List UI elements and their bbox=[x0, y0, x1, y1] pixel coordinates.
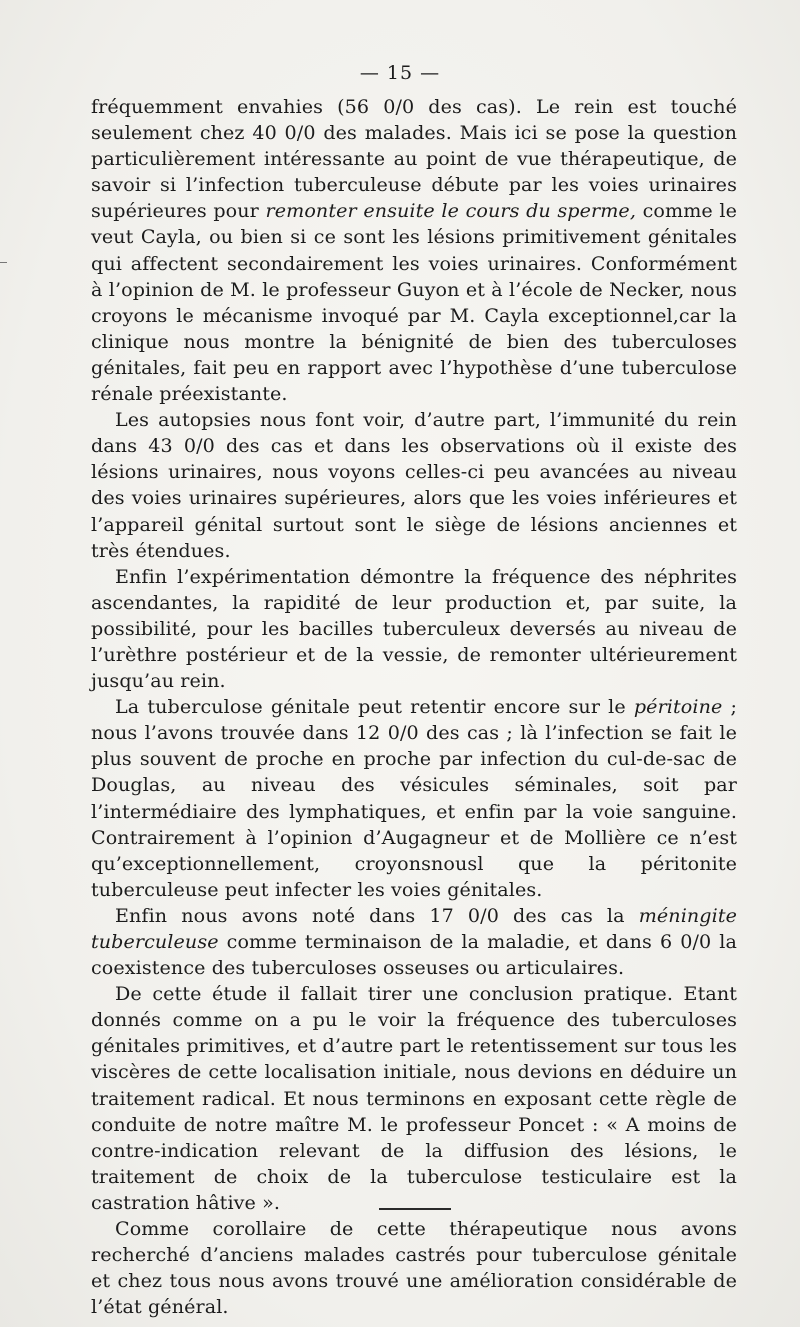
italic-text: remonter ensuite le cours du sperme, bbox=[265, 199, 637, 223]
text-segment: La tuberculose génitale peut retentir encore sur le bbox=[115, 695, 634, 719]
paragraph bbox=[91, 1216, 737, 1320]
text-segment: De cette étude il fallait tirer une conclusion pratique. Etant donnés comme on a pu le voir la fréquence des tuberculoses génitales primitives, et d’autre part le retentissement sur tous les viscères de cette localisation initiale, nous devions en déduire un traitement radical. Et nous terminons en exposant cette règle de conduite de notre maître M. le professeur Poncet : « A moins de contre-indication relevant de la diffusion des lésions, le traitement de choix de la tuberculose testiculaire est la castration hâtive ». bbox=[91, 982, 737, 1214]
paragraph bbox=[91, 564, 737, 694]
body-text bbox=[91, 94, 737, 1320]
text-segment: comme le veut Cayla, ou bien si ce sont les lésions primitivement génitales qui affectent secondairement les voies urinaires. Conformément à l’opinion de M. le professeur Guyon et à l’école de Necker, nous croyons le mécanisme invoqué par M. Cayla exceptionnel,car la clinique nous montre la bénignité de bien des tuberculoses génitales, fait peu en rapport avec l’hypothèse d’une tuberculose rénale préexistante. bbox=[91, 199, 738, 406]
paragraph bbox=[91, 407, 737, 564]
text-segment: fréquemment envahies (56 0/0 des cas). Le rein est touché seulement chez 40 0/0 des malades. Mais ici se pose la question particulièrement intéressante au point de vue thérapeutique, de savoir si l’infection tuberculeuse débute par les voies urinaires supérieures pour bbox=[91, 95, 737, 223]
text-segment: Les autopsies nous font voir, d’autre part, l’immunité du rein dans 43 0/0 des cas et dans les observations où il existe des lésions urinaires, nous voyons celles-ci peu avancées au niveau des voies urinaires supérieures, alors que les voies inférieures et l’appareil génital surtout sont le siège de lésions anciennes et très étendues. bbox=[91, 408, 737, 562]
paragraph bbox=[91, 94, 737, 407]
paragraph bbox=[91, 903, 737, 981]
italic-text: péritoine bbox=[633, 695, 723, 719]
paragraph bbox=[91, 981, 737, 1216]
text-segment: comme terminaison de la maladie, et dans 6 0/0 la coexistence des tuberculoses osseuses ou articulaires. bbox=[91, 930, 737, 980]
margin-mark bbox=[0, 262, 7, 263]
paragraph bbox=[91, 694, 737, 903]
end-rule bbox=[379, 1208, 451, 1210]
text-segment: Comme corollaire de cette thérapeutique nous avons recherché d’anciens malades castrés pour tuberculose génitale et chez tous nous avons trouvé une amélioration considérable de l’état général. bbox=[91, 1217, 737, 1319]
text-segment: Enfin nous avons noté dans 17 0/0 des cas la bbox=[115, 903, 639, 927]
italic-text: méningite tuberculeuse bbox=[91, 903, 737, 953]
text-segment: Enfin l’expérimentation démontre la fréquence des néphrites ascendantes, la rapidité de leur production et, par suite, la possibilité, pour les bacilles tuberculeux deversés au niveau de l’urèthre postérieur et de la vessie, de remonter ultérieurement jusqu’au rein. bbox=[91, 564, 737, 693]
text-segment: ; nous l’avons trouvée dans 12 0/0 des cas ; là l’infection se fait le plus souvent de proche en proche par infection du cul-de-sac de Douglas, au niveau des vésicules séminales, soit par l’intermédiaire des lymphatiques, et enfin par la voie sanguine. Contrairement à l’opinion d’Augagneur et de Mollière ce n’est qu’exceptionnellement, croyonsnousl que la péritonite tuberculeuse peut infecter les voies génitales. bbox=[91, 695, 737, 901]
page-number: — 15 — bbox=[359, 62, 441, 84]
